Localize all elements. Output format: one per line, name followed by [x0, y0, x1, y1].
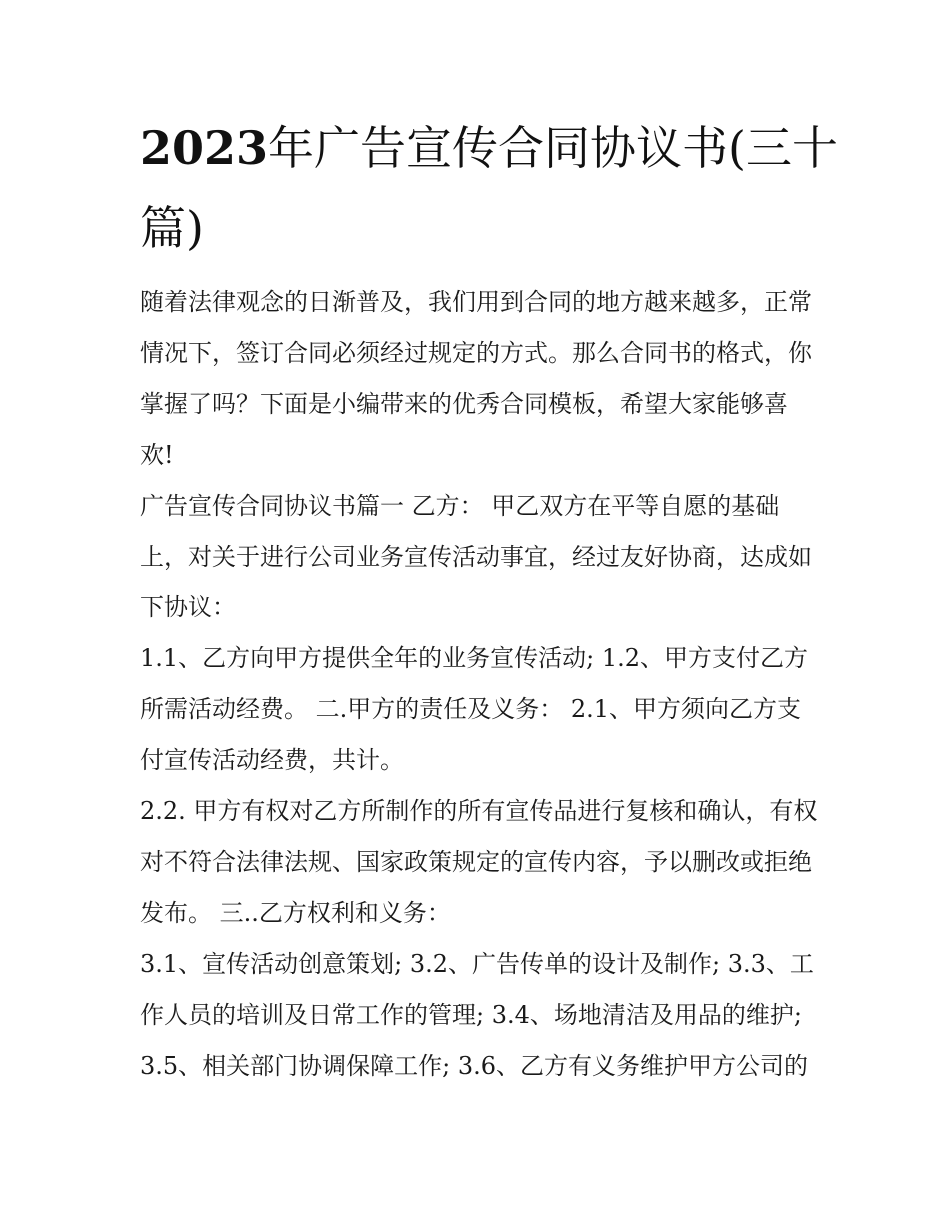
document-body — [140, 277, 820, 1092]
document-title — [140, 108, 840, 268]
paragraph-contract-preamble: 广告宣传合同协议书篇一 乙方： 甲乙双方在平等自愿的基础上，对关于进行公司业务宣传活动事宜，经过友好协商，达成如下协议： — [140, 491, 812, 622]
title-text: 年广告宣传合同协议书(三十篇) — [140, 121, 838, 255]
paragraph-clause-3: 3.1、宣传活动创意策划; 3.2、广告传单的设计及制作; 3.3、工作人员的培训及日常工作的管理; 3.4、场地清洁及用品的维护; 3.5、相关部门协调保障工作; 3.6、乙方有义务维护甲方公司的 — [140, 949, 814, 1080]
paragraph-intro: 随着法律观念的日渐普及，我们用到合同的地方越来越多，正常情况下，签订合同必须经过规定的方式。那么合同书的格式，你掌握了吗？下面是小编带来的优秀合同模板，希望大家能够喜欢! — [140, 288, 812, 469]
title-year: 2023 — [140, 121, 269, 175]
paragraph-clause-1: 1.1、乙方向甲方提供全年的业务宣传活动; 1.2、甲方支付乙方所需活动经费。 二.甲方的责任及义务： 2.1、甲方须向乙方支付宣传活动经费，共计。 — [140, 644, 809, 775]
paragraph-clause-2: 2.2. 甲方有权对乙方所制作的所有宣传品进行复核和确认，有权对不符合法律法规、国家政策规定的宣传内容，予以删改或拒绝发布。 三..乙方权利和义务： — [140, 797, 818, 927]
